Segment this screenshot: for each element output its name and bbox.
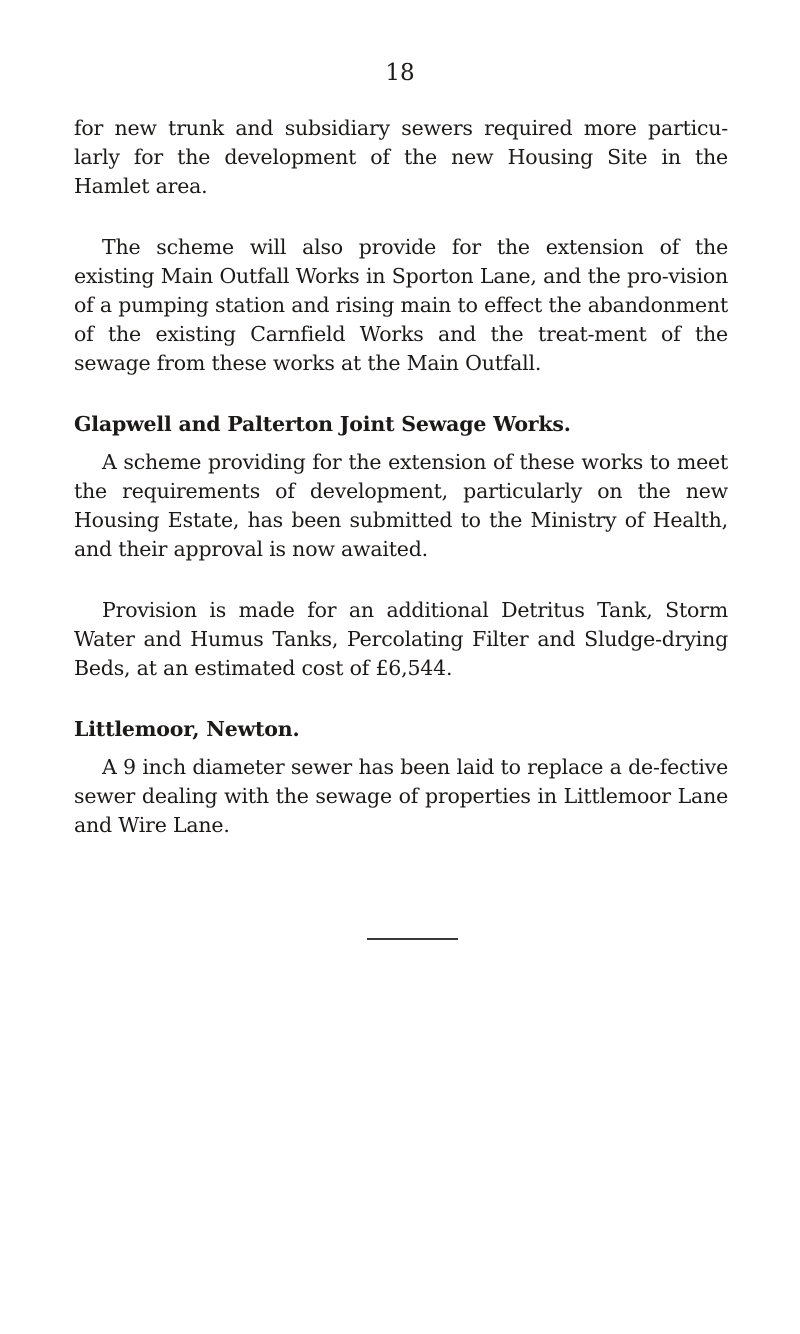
intro-paragraph-continued: for new trunk and subsidiary sewers required more particu-larly for the development of the new Housing Site in the Hamlet area. <box>74 116 728 198</box>
paragraph-spacer <box>74 564 728 596</box>
end-rule-divider <box>367 938 458 940</box>
section-heading-glapwell: Glapwell and Palterton Joint Sewage Works. <box>74 412 571 436</box>
document-body <box>74 114 728 840</box>
section-spacer <box>74 683 728 715</box>
paragraph-spacer <box>74 201 728 233</box>
section-heading-littlemoor: Littlemoor, Newton. <box>74 717 300 741</box>
glapwell-paragraph-scheme: A scheme providing for the extension of these works to meet the requirements of development, particularly on the new Housing Estate, has been submitted to the Ministry of Health, and their approval is now awaited. <box>74 450 728 561</box>
littlemoor-paragraph-sewer: A 9 inch diameter sewer has been laid to replace a de-fective sewer dealing with the sewage of properties in Littlemoor Lane and Wire Lane. <box>74 755 728 837</box>
section-spacer <box>74 378 728 410</box>
intro-paragraph-outfall: The scheme will also provide for the extension of the existing Main Outfall Works in Sporton Lane, and the pro-vision of a pumping station and rising main to effect the abandonment of the existing Carnfield Works and the treat-ment of the sewage from these works at the Main Outfall. <box>74 235 728 375</box>
glapwell-paragraph-provision: Provision is made for an additional Detritus Tank, Storm Water and Humus Tanks, Percolating Filter and Sludge-drying Beds, at an estimated cost of £6,544. <box>74 598 728 680</box>
page-number: 18 <box>385 60 415 86</box>
